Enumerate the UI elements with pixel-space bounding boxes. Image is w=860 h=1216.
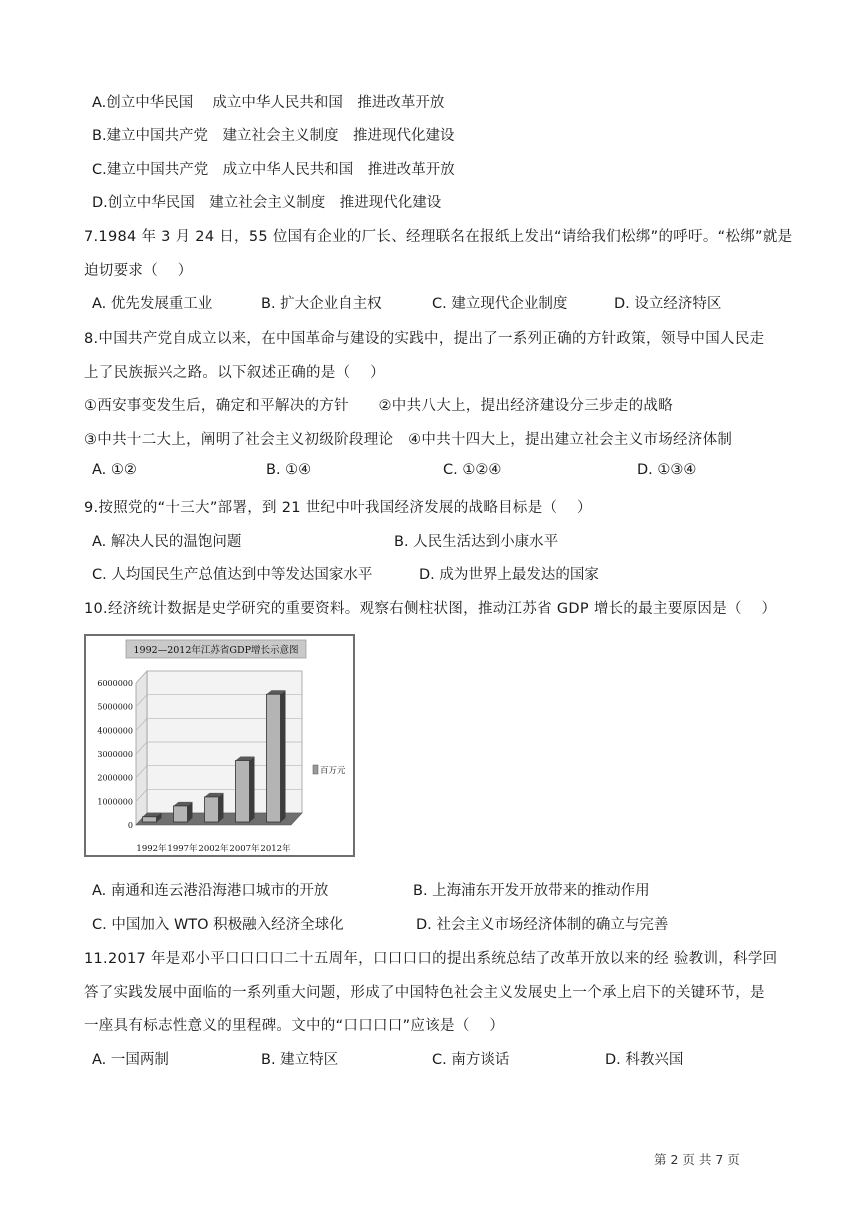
q11-stem-line1: 11.2017 年是邓小平口口口口二十五周年，口口口口的提出系统总结了改革开放以来的经 验教训，科学回 <box>84 951 778 967</box>
q11-option-b: B. 建立特区 <box>261 1052 339 1068</box>
bar-side <box>219 793 224 822</box>
y-tick-label: 0 <box>127 821 133 830</box>
x-tick-label: 2002年 <box>198 844 229 854</box>
x-tick-label: 2007年 <box>229 844 260 854</box>
q9-option-d: D. 成为世界上最发达的国家 <box>419 567 599 583</box>
bar <box>174 806 188 822</box>
bar-side <box>250 756 255 822</box>
gdp-bar-chart <box>84 634 355 857</box>
q11-option-a: A. 一国两制 <box>92 1052 169 1068</box>
q10-option-d: D. 社会主义市场经济体制的确立与完善 <box>416 917 669 933</box>
q7-option-d: D. 设立经济特区 <box>614 296 722 312</box>
q9-option-a: A. 解决人民的温饱问题 <box>92 534 242 550</box>
q11-option-c: C. 南方谈话 <box>432 1052 510 1068</box>
q9-option-c: C. 人均国民生产总值达到中等发达国家水平 <box>92 567 373 583</box>
q11-stem-line3: 一座具有标志性意义的里程碑。文中的“口口口口”应该是（ ） <box>84 1018 505 1034</box>
q11-option-d: D. 科教兴国 <box>605 1052 684 1068</box>
q6-option-b: B.建立中国共产党 建立社会主义制度 推进现代化建设 <box>92 128 455 144</box>
bar-side <box>281 690 286 822</box>
y-tick-label: 2000000 <box>97 773 133 783</box>
q7-stem-line1: 7.1984 年 3 月 24 日，55 位国有企业的厂长、经理联名在报纸上发出“请给我们松绑”的呼吁。“松绑”就是 <box>84 229 793 245</box>
q8-option-b: B. ①④ <box>266 462 312 478</box>
q6-option-c: C.建立中国共产党 成立中华人民共和国 推进改革开放 <box>92 162 455 178</box>
q9-option-b: B. 人民生活达到小康水平 <box>394 534 559 550</box>
x-tick-label: 1997年 <box>167 844 198 854</box>
y-tick-label: 4000000 <box>97 726 133 736</box>
q7-option-a: A. 优先发展重工业 <box>92 296 213 312</box>
x-tick-label: 1992年 <box>136 844 167 854</box>
legend-label: 百万元 <box>320 766 346 776</box>
q8-option-a: A. ①② <box>92 462 137 478</box>
q7-option-c: C. 建立现代企业制度 <box>432 296 568 312</box>
q8-statements-line1: ①西安事变发生后，确定和平解决的方针 ②中共八大上，提出经济建设分三步走的战略 <box>84 398 673 414</box>
q8-option-d: D. ①③④ <box>637 462 697 478</box>
y-tick-label: 6000000 <box>97 679 133 688</box>
bar <box>267 694 281 822</box>
bar <box>143 817 157 822</box>
q8-stem-line1: 8.中国共产党自成立以来，在中国革命与建设的实践中，提出了一系列正确的方针政策，领导中国人民走 <box>84 331 765 347</box>
y-tick-label: 5000000 <box>97 702 133 712</box>
q6-option-a: A.创立中华民国 成立中华人民共和国 推进改革开放 <box>92 95 445 111</box>
q11-stem-line2: 答了实践发展中面临的一系列重大问题，形成了中国特色社会主义发展史上一个承上启下的关键环节，是 <box>84 985 765 1001</box>
q8-option-c: C. ①②④ <box>443 462 502 478</box>
legend-swatch <box>313 765 318 774</box>
q8-statements-line2: ③中共十二大上，阐明了社会主义初级阶段理论 ④中共十四大上，提出建立社会主义市场经济体制 <box>84 432 733 448</box>
x-tick-label: 2012年 <box>260 844 291 854</box>
chart-title: 1992—2012年江苏省GDP增长示意图 <box>133 645 299 656</box>
q10-option-b: B. 上海浦东开发开放带来的推动作用 <box>413 883 650 899</box>
gdp-chart-svg <box>86 636 353 855</box>
q7-stem-line2: 迫切要求（ ） <box>84 263 193 279</box>
y-tick-label: 1000000 <box>97 797 133 807</box>
q9-stem: 9.按照党的“十三大”部署，到 21 世纪中叶我国经济发展的战略目标是（ ） <box>84 500 592 516</box>
q10-stem: 10.经济统计数据是史学研究的重要资料。观察右侧柱状图，推动江苏省 GDP 增长的最主要原因是（ ） <box>84 601 777 617</box>
bar <box>236 760 250 822</box>
q10-option-c: C. 中国加入 WTO 积极融入经济全球化 <box>92 917 344 933</box>
q7-option-b: B. 扩大企业自主权 <box>261 296 382 312</box>
bar <box>205 797 219 822</box>
page-footer: 第 2 页 共 7 页 <box>654 1152 740 1167</box>
q8-stem-line2: 上了民族振兴之路。以下叙述正确的是（ ） <box>84 365 385 381</box>
q10-option-a: A. 南通和连云港沿海港口城市的开放 <box>92 883 329 899</box>
y-tick-label: 3000000 <box>97 750 133 759</box>
q6-option-d: D.创立中华民国 建立社会主义制度 推进现代化建设 <box>92 195 442 211</box>
